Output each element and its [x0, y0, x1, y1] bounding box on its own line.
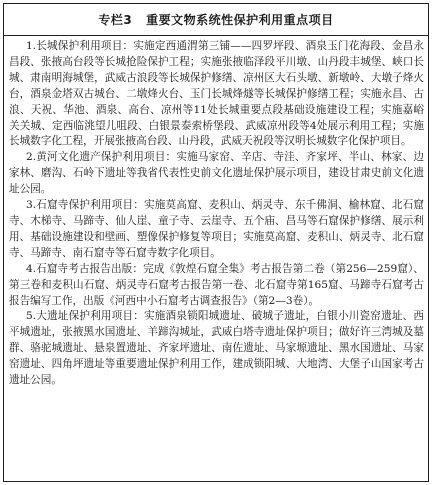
box-label: 专栏3	[98, 13, 133, 27]
paragraph-great-wall: 1.长城保护利用项目：实施定西通渭第三铺——四罗坪段、酒泉玉门花海段、金昌永昌段、张掖高台段等长城抢险保护工程；实施张掖临泽段平川墩、山丹段丰城堡、峡口长城、肃南明海城堡，武威古浪段等长城保护修缮、凉州区大石头墩、新墩岭、大墩子烽火台，酒泉金塔双古城台、二墩烽火台、玉门长城烽燧等长城保护修缮工程；实施永昌、古浪、天祝、华池、酒泉、高台、凉州等11处长城重要点段基础设施建设工程；实施嘉峪关关城、定西临洮望儿咀段、白银景泰索桥堡段、武威凉州段等4处展示利用工程；实施长城数字化工程，开展张掖高台段、山丹段，武威天祝段等汉明长城数字化保护项目。	[9, 40, 424, 148]
paragraph-grotto-reports: 4.石窟寺考古报告出版：完成《敦煌石窟全集》考古报告第二卷（第256—259窟）、第三卷和麦积山石窟、炳灵寺石窟考古报告第一卷、北石窟寺第165窟、马蹄寺石窟考古报告编写工作，出版《河西中小石窟考古调查报告》（第2—3卷）。	[9, 262, 424, 307]
box-content	[4, 36, 428, 389]
paragraph-yellow-river: 2.黄河文化遗产保护利用项目：实施马家窑、辛店、寺洼、齐家坪、半山、林家、边家林、磨沟、石岭下遗址等我省代表性史前文化遗址保护展示项目，建设甘肃史前文化遗址公园。	[9, 151, 424, 196]
paragraph-grottoes: 3.石窟寺保护利用项目：实施莫高窟、麦积山、炳灵寺、东千佛洞、榆林窟、北石窟寺、木梯寺、马蹄寺、仙人崖、童子寺、云崖寺、五个庙、昌马等石窟保护修缮、展示利用、基础设施建设和壁画、塑像保护修复等项目；实施莫高窟、麦积山、炳灵寺、北石窟寺、马蹄寺、南石窟寺等石窟寺数字化项目。	[9, 199, 424, 259]
paragraph-large-sites: 5.大遗址保护利用项目：实施酒泉锁阳城遗址、破城子遗址，白银小川瓷窑遗址、西平城遗址，张掖黑水国遗址、羊蹄沟城址，武威白塔寺遗址保护项目；做好许三湾城及墓群、骆驼城遗址、悬泉置遗址、齐家坪遗址、南佐遗址、马家塬遗址、黑水国遗址、马家窑遗址、四角坪遗址等重要遗址保护利用工作，建成锁阳城、大地湾、大堡子山国家考古遗址公园。	[9, 310, 424, 387]
box-title: 重要文物系统性保护利用重点项目	[146, 13, 334, 27]
box-header	[4, 4, 428, 36]
feature-box	[3, 3, 429, 482]
